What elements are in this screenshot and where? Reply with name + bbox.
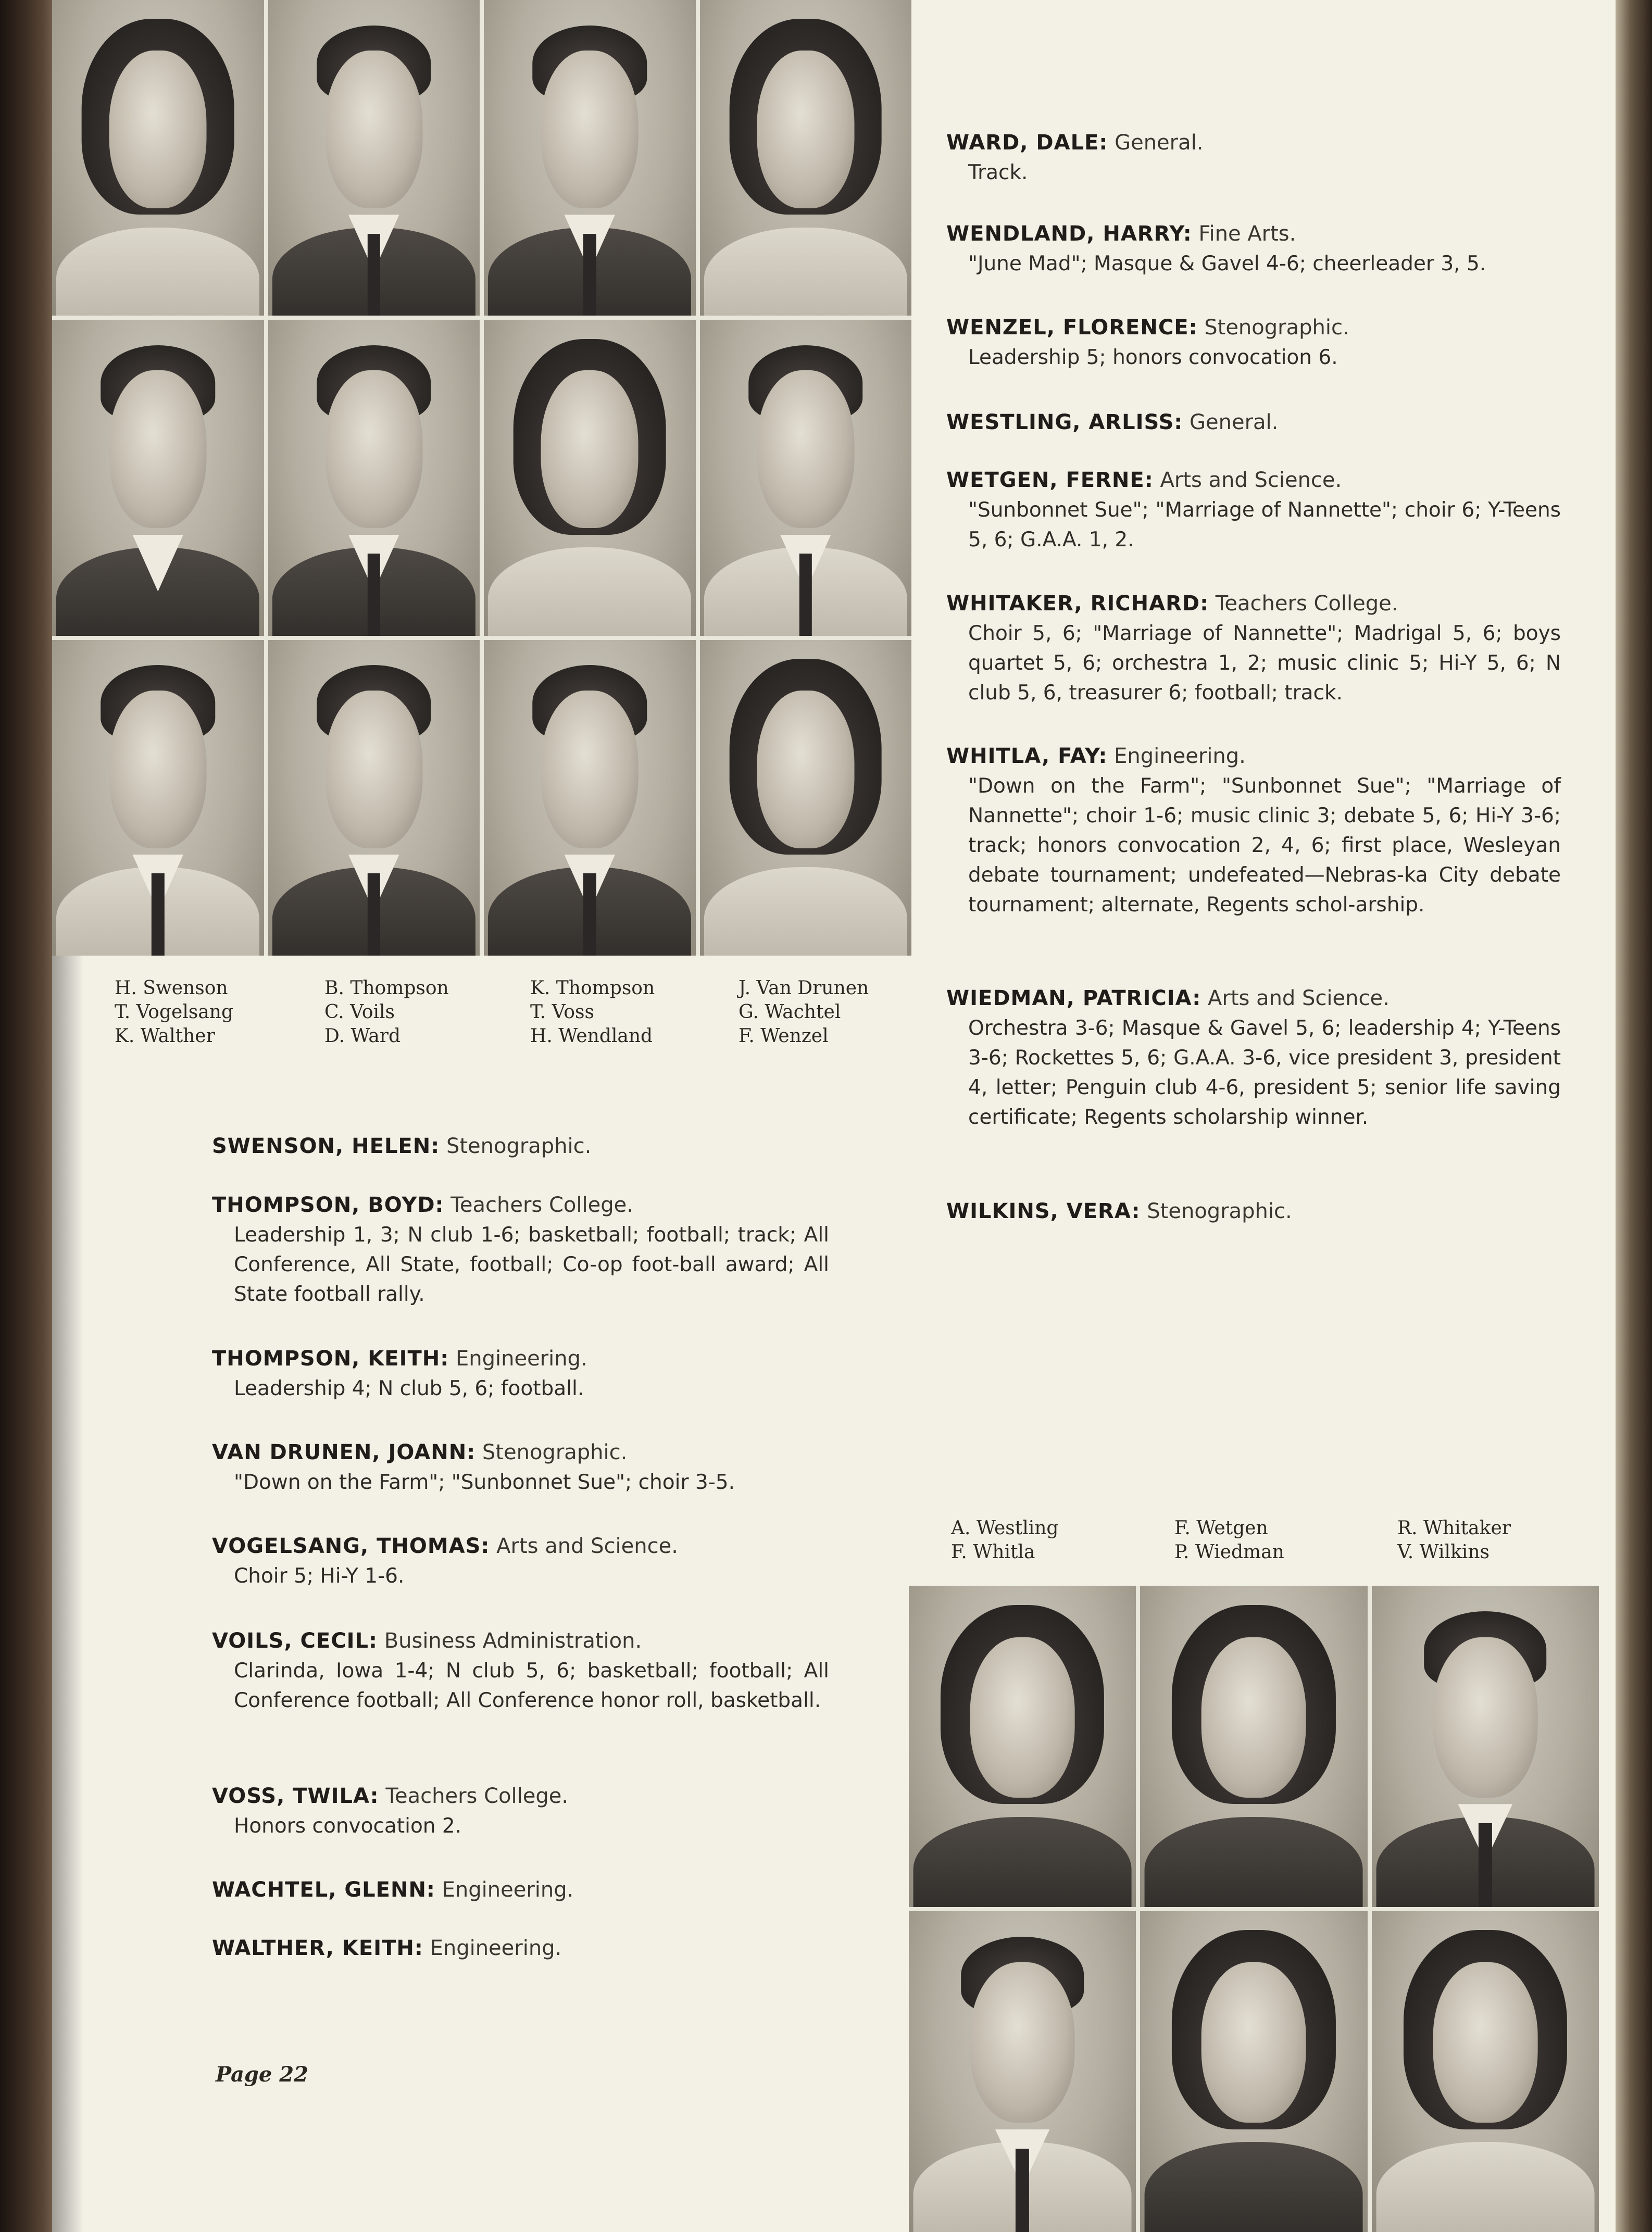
caption-bottom-column-1: A. Westling F. Whitla xyxy=(951,1518,1059,1563)
entry-course: Arts and Science. xyxy=(1208,986,1390,1010)
portrait-b-thompson xyxy=(268,0,480,316)
entry-course: Teachers College. xyxy=(385,1784,569,1808)
entry-name: THOMPSON, BOYD: xyxy=(212,1193,444,1217)
entry-course: Engineering. xyxy=(1114,744,1246,768)
entry-whitaker-richard xyxy=(946,588,1561,708)
entry-course: Engineering. xyxy=(455,1347,587,1371)
entry-course: Fine Arts. xyxy=(1198,222,1296,246)
entry-name: WACHTEL, GLENN: xyxy=(212,1878,435,1902)
caption-bottom-column-3: R. Whitaker V. Wilkins xyxy=(1397,1518,1511,1563)
entry-details: "Down on the Farm"; "Sunbonnet Sue"; "Marriage of Nannette"; choir 1-6; music clinic 3; debate 5, 6; Hi-Y 3-6; track; honors convocation 2, 4, 6; first place, Wesleyan debate tournament; undefeated—Nebras-ka City debate tournament; alternate, Regents schol-arship. xyxy=(968,774,1561,917)
portrait-h-wendland xyxy=(484,640,696,956)
entry-course: Engineering. xyxy=(430,1936,562,1960)
entry-thompson-boyd xyxy=(212,1190,829,1309)
entry-name: THOMPSON, KEITH: xyxy=(212,1347,449,1371)
portrait-d-ward xyxy=(268,640,480,956)
entry-details: Honors convocation 2. xyxy=(234,1814,462,1838)
entry-van-drunen-joann xyxy=(212,1437,829,1497)
page-number: Page 22 xyxy=(216,2062,308,2087)
entry-details: "Sunbonnet Sue"; "Marriage of Nannette"; choir 6; Y-Teens 5, 6; G.A.A. 1, 2. xyxy=(968,498,1561,551)
entry-name: WILKINS, VERA: xyxy=(946,1199,1141,1223)
entry-details: Orchestra 3-6; Masque & Gavel 5, 6; leadership 4; Y-Teens 3-6; Rockettes 5, 6; G.A.A. 3-6, vice president 3, president 4, letter; Penguin club 4-6, president 5; senior life saving certificate; Regents scholarship winner. xyxy=(968,1017,1561,1129)
entry-course: Teachers College. xyxy=(1215,592,1398,616)
portrait-t-vogelsang xyxy=(52,320,264,635)
entry-name: VAN DRUNEN, JOANN: xyxy=(212,1440,476,1464)
entry-course: Stenographic. xyxy=(1204,316,1349,340)
entry-course: Teachers College. xyxy=(450,1193,633,1217)
entry-course: Stenographic. xyxy=(1147,1199,1292,1223)
entry-name: SWENSON, HELEN: xyxy=(212,1134,440,1158)
entry-name: WARD, DALE: xyxy=(946,131,1108,155)
entry-details: Leadership 1, 3; N club 1-6; basketball; football; track; All Conference, All State, football; Co-op foot-ball award; All State football rally. xyxy=(234,1223,829,1306)
entry-name: WHITLA, FAY: xyxy=(946,744,1108,768)
top-portrait-grid xyxy=(52,0,911,956)
entry-details: Leadership 4; N club 5, 6; football. xyxy=(234,1377,584,1400)
entry-wetgen-ferne xyxy=(946,465,1561,555)
entry-course: Stenographic. xyxy=(446,1134,592,1158)
bottom-portrait-grid xyxy=(909,1586,1599,2232)
portrait-v-wilkins xyxy=(1372,1911,1599,2232)
portrait-a-westling xyxy=(909,1586,1136,1907)
entry-details: Choir 5; Hi-Y 1-6. xyxy=(234,1564,405,1588)
entry-wendland-harry xyxy=(946,219,1561,279)
entry-details: Choir 5, 6; "Marriage of Nannette"; Madrigal 5, 6; boys quartet 5, 6; orchestra 1, 2; music clinic 5; Hi-Y 5, 6; N club 5, 6, treasurer 6; football; track. xyxy=(968,622,1561,705)
entry-name: VOGELSANG, THOMAS: xyxy=(212,1534,490,1558)
caption-bottom-column-2: F. Wetgen P. Wiedman xyxy=(1174,1518,1284,1563)
portrait-p-wiedman xyxy=(1140,1911,1367,2232)
portrait-f-wenzel xyxy=(700,640,912,956)
portrait-r-whitaker xyxy=(1372,1586,1599,1907)
entry-name: WALTHER, KEITH: xyxy=(212,1936,423,1960)
entry-name: WETGEN, FERNE: xyxy=(946,468,1154,492)
page-edge xyxy=(1616,0,1652,2232)
entry-name: VOSS, TWILA: xyxy=(212,1784,379,1808)
portrait-g-wachtel xyxy=(700,320,912,635)
portrait-c-voils xyxy=(268,320,480,635)
entry-name: WESTLING, ARLISS: xyxy=(946,410,1183,434)
portrait-f-whitla xyxy=(909,1911,1136,2232)
caption-column-1: H. Swenson T. Vogelsang K. Walther xyxy=(115,977,234,1047)
portrait-k-thompson xyxy=(484,0,696,316)
portrait-h-swenson xyxy=(52,0,264,316)
portrait-t-voss xyxy=(484,320,696,635)
entry-course: Stenographic. xyxy=(482,1440,628,1464)
entry-name: WENDLAND, HARRY: xyxy=(946,222,1192,246)
caption-column-4: J. Van Drunen G. Wachtel F. Wenzel xyxy=(739,977,869,1047)
entry-wilkins-vera xyxy=(946,1196,1561,1226)
caption-column-2: B. Thompson C. Voils D. Ward xyxy=(324,977,449,1047)
entry-westling-arliss xyxy=(946,407,1561,437)
entry-course: Engineering. xyxy=(442,1878,574,1902)
entry-course: Business Administration. xyxy=(384,1629,642,1653)
entry-name: WENZEL, FLORENCE: xyxy=(946,316,1198,340)
entry-ward-dale xyxy=(946,128,1561,187)
entry-voss-twila xyxy=(212,1781,829,1841)
entry-details: "June Mad"; Masque & Gavel 4-6; cheerleader 3, 5. xyxy=(968,252,1486,275)
portrait-k-walther xyxy=(52,640,264,956)
entry-walther-keith xyxy=(212,1933,829,1963)
entry-course: General. xyxy=(1190,410,1279,434)
caption-column-3: K. Thompson T. Voss H. Wendland xyxy=(530,977,655,1047)
entry-voils-cecil xyxy=(212,1626,829,1715)
portrait-f-wetgen xyxy=(1140,1586,1367,1907)
entry-wiedman-patricia xyxy=(946,983,1561,1132)
portrait-j-van-drunen xyxy=(700,0,912,316)
entry-wenzel-florence xyxy=(946,312,1561,372)
entry-whitla-fay xyxy=(946,741,1561,920)
entry-details: Track. xyxy=(968,161,1028,184)
entry-wachtel-glenn xyxy=(212,1875,829,1905)
entry-vogelsang-thomas xyxy=(212,1531,829,1591)
entry-thompson-keith xyxy=(212,1344,829,1403)
entry-name: VOILS, CECIL: xyxy=(212,1629,378,1653)
entry-course: Arts and Science. xyxy=(496,1534,678,1558)
entry-course: Arts and Science. xyxy=(1160,468,1342,492)
entry-course: General. xyxy=(1115,131,1204,155)
entry-swenson-helen xyxy=(212,1131,829,1161)
entry-details: "Down on the Farm"; "Sunbonnet Sue"; choir 3-5. xyxy=(234,1471,735,1494)
entry-details: Leadership 5; honors convocation 6. xyxy=(968,346,1338,369)
entry-name: WIEDMAN, PATRICIA: xyxy=(946,986,1202,1010)
entry-details: Clarinda, Iowa 1-4; N club 5, 6; basketball; football; All Conference football; All Conference honor roll, basketball. xyxy=(234,1659,829,1712)
entry-name: WHITAKER, RICHARD: xyxy=(946,592,1209,616)
